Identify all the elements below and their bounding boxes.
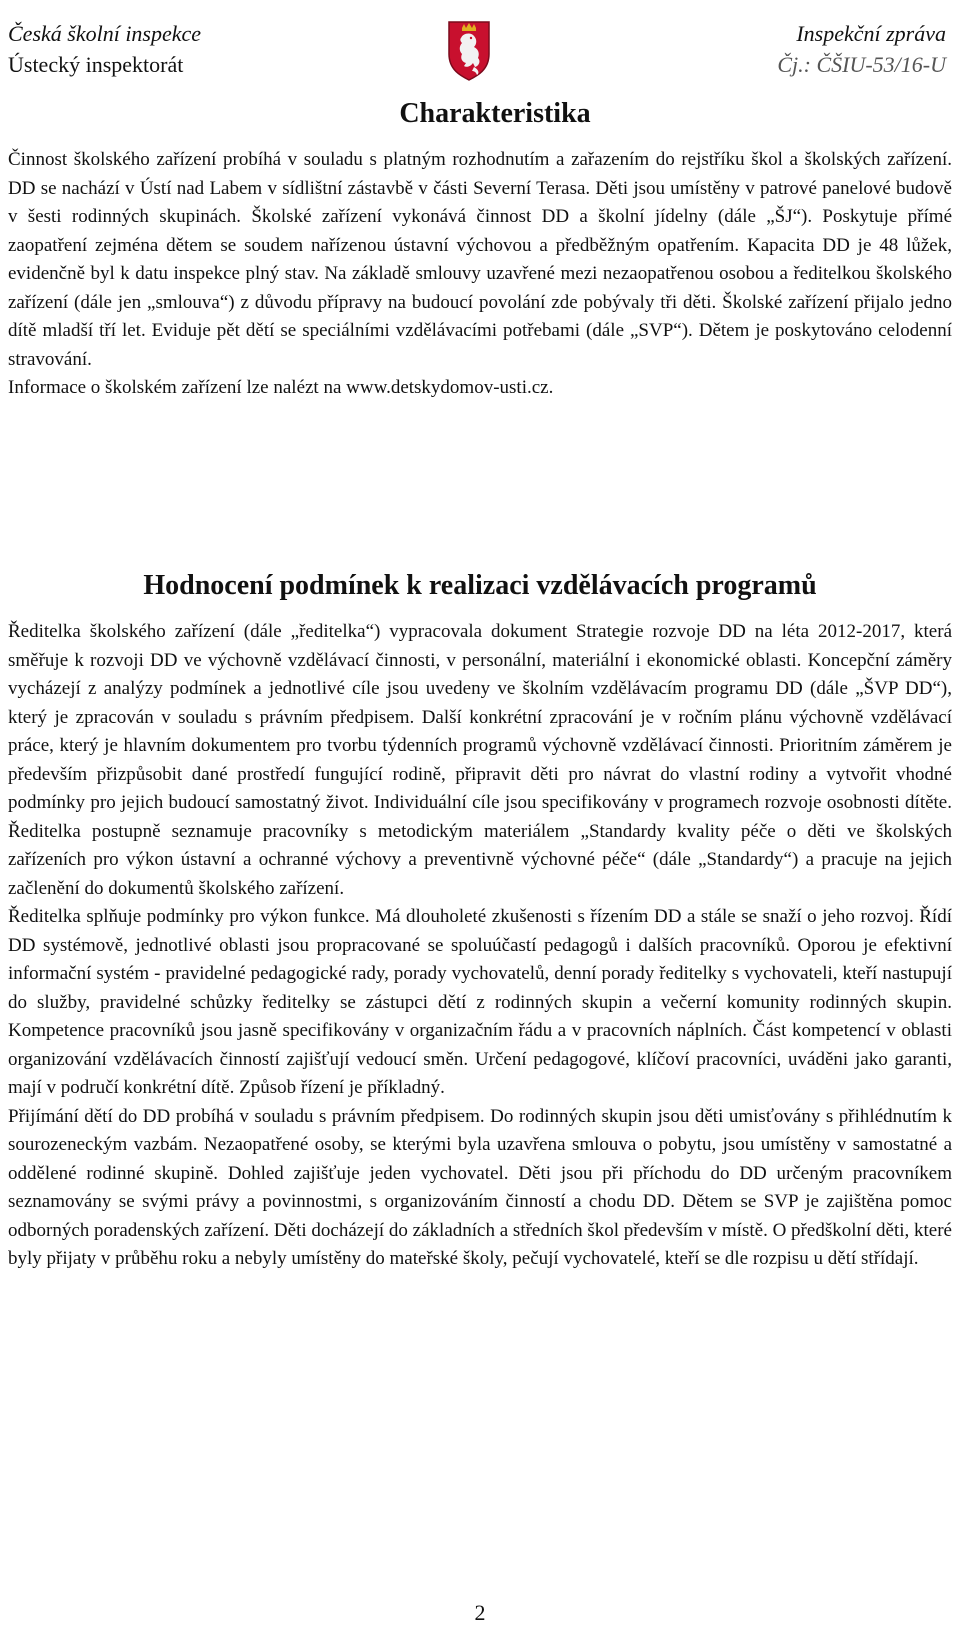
paragraph: Ředitelka splňuje podmínky pro výkon funkce. Má dlouholeté zkušenosti s řízením DD a stále se snaží o jeho rozvoj. Řídí DD systémově, jednotlivé oblasti jsou propracované se spoluúčastí pedagogů i dalších pracovníků. Oporou je efektivní informační systém - pravidelné pedagogické rady, porady vychovatelů, denní porady ředitelky s vychovateli, kteří nastupují do služby, pravidelné schůzky ředitelky se zástupci dětí z rodinných skupin a večerní komunity rodinných skupin. Kompetence pracovníků jsou jasně specifikovány v organizačním řádu a v pracovních náplních. Část kompetencí v oblasti organizování vzdělávacích činností zajišťují vedoucí směn. Určení pedagogové, klíčoví pracovníci, uváděni jako garanti, mají v područí konkrétní dítě. Způsob řízení je příkladný. — [8, 906, 952, 1098]
section-title-conditions: Hodnocení podmínek k realizaci vzdělávacích programů — [143, 570, 817, 601]
paragraph: Činnost školského zařízení probíhá v souladu s platným rozhodnutím a zařazením do rejstříku škol a školských zařízení. DD se nachází v Ústí nad Labem v sídlištní zástavbě v části Severní Terasa. Děti jsou umístěny v patrové panelové budově v šesti rodinných skupinách. Školské zařízení vykonává činnost DD a školní jídelny (dále „ŠJ“). Poskytuje přímé zaopatření zejména dětem se soudem nařízenou ústavní výchovou a předběžným opatřením. Kapacita DD je 48 lůžek, evidenčně byl k datu inspekce plný stav. Na základě smlouvy uzavřené mezi nezaopatřenou osobou a ředitelkou školského zařízení (dále jen „smlouva“) z důvodu přípravy na budoucí povolání zde pobývaly tři děti. Školské zařízení přijalo jedno dítě mladší tří let. Eviduje pět dětí se speciálními vzdělávacími potřebami (dále „SVP“). Dětem je poskytováno celodenní stravování. — [8, 149, 952, 370]
paragraph: Přijímání dětí do DD probíhá v souladu s právním předpisem. Do rodinných skupin jsou děti umisťovány s přihlédnutím k sourozeneckým vazbám. Nezaopatřené osoby, se kterými byla uzavřena smlouva o pobytu, jsou umístěny v samostatné a oddělené rodinné skupině. Dohled zajišťuje jeden vychovatel. Děti jsou při příchodu do DD určeným pracovníkem seznamovány se svými právy a povinnostmi, s organizováním činností a chodu DD. Dětem se SVP je zajištěna pomoc odborných poradenských zařízení. Děti docházejí do základních a středních škol především v místě. O předškolní děti, které byly přijaty v průběhu roku a nebyly umístěny do mateřské školy, pečují vychovatelé, kteří se dle rozpisu u dětí střídají. — [8, 1105, 952, 1269]
reference-number: Čj.: ČŠIU-53/16-U — [777, 52, 946, 77]
org-branch: Ústecký inspektorát — [8, 52, 184, 77]
doc-type: Inspekční zpráva — [796, 21, 946, 46]
org-name: Česká školní inspekce — [8, 21, 202, 46]
section-conditions — [8, 618, 952, 1274]
section-characteristics — [8, 146, 952, 403]
coat-of-arms-icon — [447, 18, 491, 82]
page-number: 2 — [474, 1600, 486, 1625]
paragraph: Ředitelka školského zařízení (dále „ředitelka“) vypracovala dokument Strategie rozvoje DD na léta 2012-2017, která směřuje k rozvoji DD ve výchovně vzdělávací činnosti, v personální, materiální i ekonomické oblasti. Koncepční záměry vycházejí z analýzy podmínek a jednotlivé cíle jsou uvedeny ve školním vzdělávacím programu DD (dále „ŠVP DD“), který je zpracován v souladu s právním předpisem. Další konkrétní zpracování je v ročním plánu výchovně vzdělávací práce, který je hlavním dokumentem pro tvorbu týdenních programů výchovně vzdělávací činnosti. Prioritním záměrem je především přizpůsobit dané prostředí fungující rodině, připravit děti pro návrat do vlastní rodiny a vytvořit vhodné podmínky pro jejich budoucí samostatný život. Individuální cíle jsou specifikovány v programech rozvoje osobnosti dítěte. Ředitelka postupně seznamuje pracovníky s metodickým materiálem „Standardy kvality péče o děti ve školských zařízeních pro výkon ústavní a ochranné výchovy a preventivně výchovné péče“ (dále „Standardy“) a pracuje na jejich začlenění do dokumentů školského zařízení. — [8, 621, 952, 899]
header-doc-info — [777, 18, 946, 80]
paragraph: Informace o školském zařízení lze nalézt na www.detskydomov-usti.cz. — [8, 377, 554, 398]
page-header — [0, 18, 960, 88]
section-title-characteristics: Charakteristika — [399, 98, 591, 129]
header-org — [8, 18, 201, 80]
